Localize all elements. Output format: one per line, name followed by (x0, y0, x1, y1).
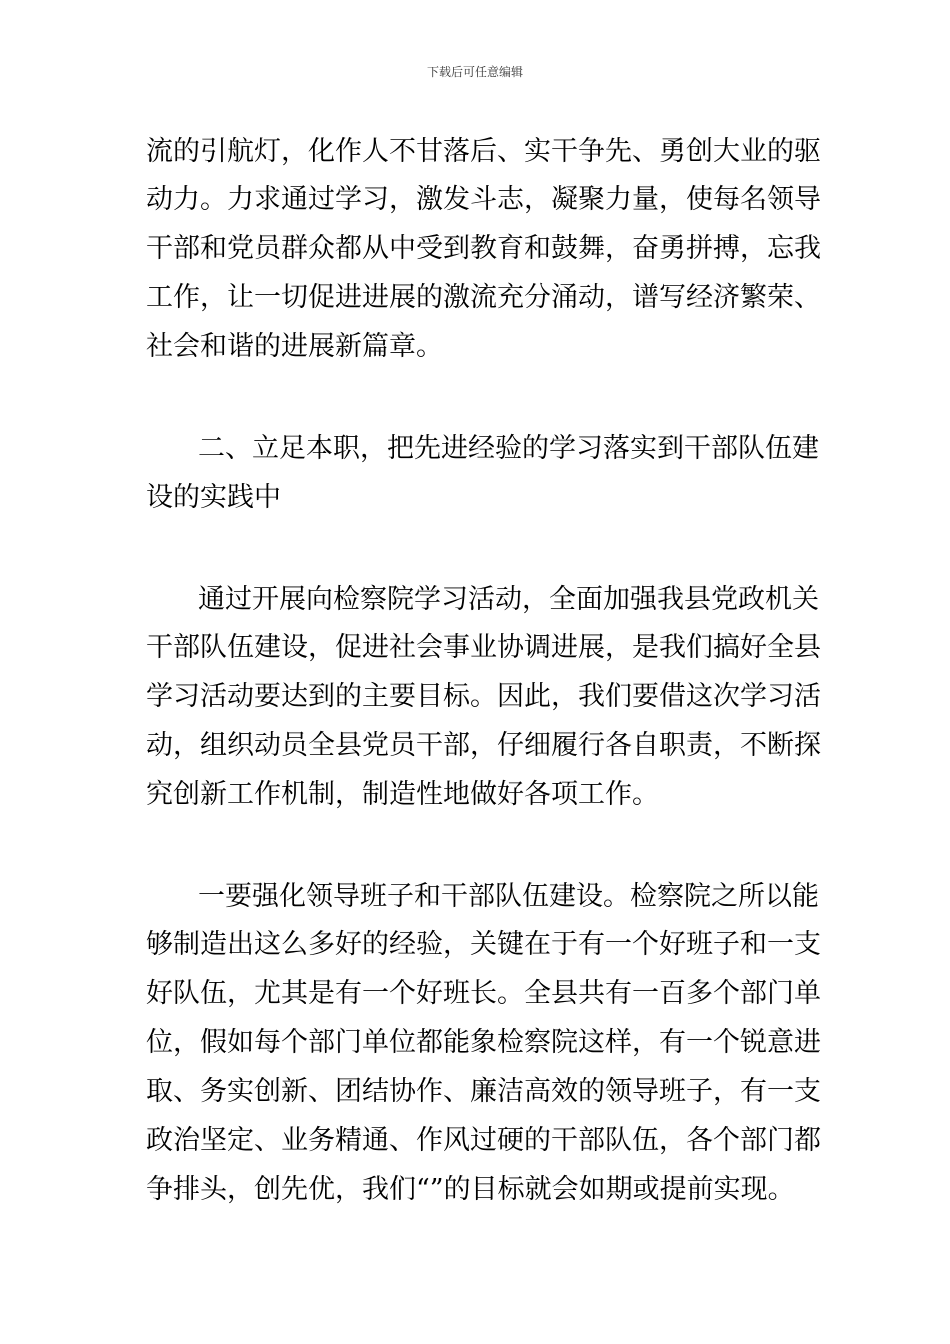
paragraph-line: 社会和谐的进展新篇章。 (146, 331, 443, 362)
section-heading-line: 二、立足本职，把先进经验的学习落实到干部队伍建 (198, 433, 819, 464)
section-heading-line: 设的实践中 (146, 482, 281, 513)
paragraph-line: 工作，让一切促进进展的激流充分涌动，谱写经济繁荣、 (146, 282, 821, 313)
paragraph-line: 够制造出这么多好的经验，关键在于有一个好班子和一支 (146, 929, 821, 960)
paragraph-line: 动力。力求通过学习，激发斗志，凝聚力量，使每名领导 (146, 184, 821, 215)
paragraph-line: 取、务实创新、团结协作、廉洁高效的领导班子，有一支 (146, 1076, 821, 1107)
paragraph-line: 究创新工作机制，制造性地做好各项工作。 (146, 779, 659, 810)
page-header: 下载后可任意编辑 (426, 65, 523, 79)
paragraph-line: 通过开展向检察院学习活动，全面加强我县党政机关 (198, 584, 819, 615)
paragraph-line: 动，组织动员全县党员干部，仔细履行各自职责，不断探 (146, 730, 821, 761)
paragraph-line: 政治坚定、业务精通、作风过硬的干部队伍，各个部门都 (146, 1125, 821, 1156)
paragraph-line: 干部队伍建设，促进社会事业协调进展，是我们搞好全县 (146, 632, 821, 663)
paragraph-line: 干部和党员群众都从中受到教育和鼓舞，奋勇拼搏，忘我 (146, 233, 821, 264)
paragraph-line: 好队伍，尤其是有一个好班长。全县共有一百多个部门单 (146, 978, 821, 1009)
paragraph-line: 流的引航灯，化作人不甘落后、实干争先、勇创大业的驱 (146, 136, 821, 167)
paragraph-line: 学习活动要达到的主要目标。因此，我们要借这次学习活 (146, 681, 821, 712)
paragraph-line: 争排头，创先优，我们“”的目标就会如期或提前实现。 (146, 1174, 795, 1205)
paragraph-line: 一要强化领导班子和干部队伍建设。检察院之所以能 (198, 881, 819, 912)
paragraph-line: 位，假如每个部门单位都能象检察院这样，有一个锐意进 (146, 1027, 821, 1058)
